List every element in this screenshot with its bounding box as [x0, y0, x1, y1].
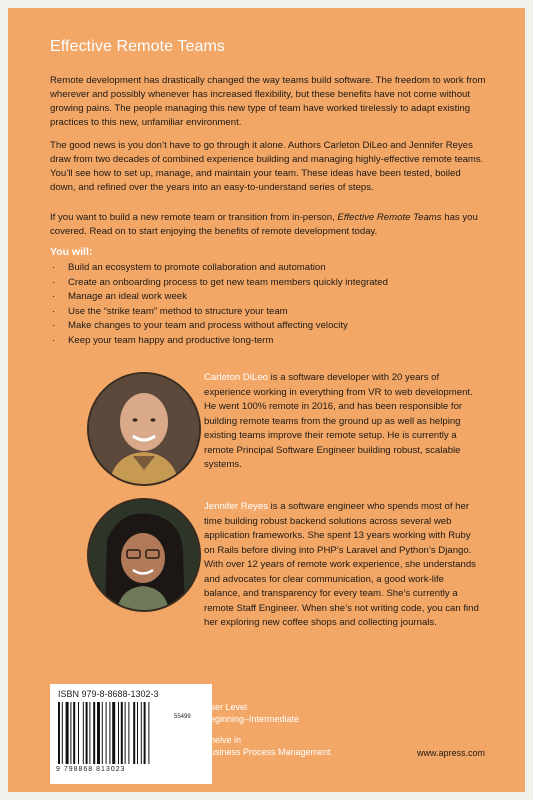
author-name: Carleton DiLeo [204, 372, 268, 383]
description-paragraph-2: The good news is you don’t have to go through it alone. Authors Carleton DiLeo and Jennifer Reyes draw from two decades of combined experience building and managing highly-effective remote teams. You’ll see how to set up, manage, and maintain your team. These ideas have been tested, boiled down, and refined over the years into an easy-to-understand series of steps. [50, 140, 484, 193]
barcode-icon [56, 702, 166, 764]
author-portrait-1 [89, 374, 199, 484]
author-portrait-2 [89, 500, 199, 610]
author-photo-carleton [87, 372, 201, 486]
shelve-in-label: Shelve in [204, 735, 242, 745]
author-bio-text: is a software developer with 20 years of experience working in everything from VR to web development. He went 100% remote in 2016, and has been responsible for building remote teams from the ground up as well as helping existing teams improve their remote setup. He is currently a remote Principal Software Engineer building robust, scalable systems. [204, 372, 473, 470]
list-item: · Build an ecosystem to promote collaboration and automation [50, 261, 388, 276]
barcode-digits: 9 798868 813023 [56, 766, 126, 773]
user-level-value: Beginning–Intermediate [204, 714, 300, 724]
you-will-heading: You will: [50, 246, 93, 258]
user-level-label: User Level [204, 702, 248, 712]
list-item: · Manage an ideal work week [50, 290, 388, 305]
author-photo-jennifer [87, 498, 201, 612]
author-bio-text: is a software engineer who spends most of her time building robust backend solutions across several web application frameworks. She spent 13 years working with Ruby on Rails before diving into PHP’s Laravel and Python’s Django. With over 12 years of remote work experience, she understands and advocates for clear communication, a good work-life balance, and transparency for every team. She’s currently a remote Staff Engineer. When she’s not writing code, you can find her exploring new coffee shops and collecting journals. [204, 501, 479, 628]
author-name: Jennifer Reyes [204, 501, 268, 512]
shelve-in-value: Business Process Management [204, 747, 331, 757]
author-bio-jennifer [204, 500, 480, 631]
isbn-barcode [50, 684, 212, 784]
description-paragraph-1: Remote development has drastically changed the way teams build software. The freedom to work from wherever and possibly whenever has increased flexibility, but these benefits have not come without growing pains. The people managing this new type of team have worked tirelessly to adapt existing practices to this new, unfamiliar environment. [50, 75, 486, 128]
paragraph-3-lead: If you want to build a new remote team or transition from in-person, [50, 212, 338, 223]
you-will-list [50, 261, 388, 348]
paragraph-3-book-title: Effective Remote Teams [337, 212, 442, 223]
price-code: 55499 [174, 714, 191, 720]
list-item: · Make changes to your team and process without affecting velocity [50, 319, 388, 334]
back-cover [8, 8, 525, 792]
list-item: · Keep your team happy and productive long-term [50, 334, 388, 349]
list-item: · Create an onboarding process to get new team members quickly integrated [50, 276, 388, 291]
description-paragraph-3 [50, 211, 488, 239]
author-bio-carleton [204, 371, 480, 473]
publisher-website: www.apress.com [416, 748, 485, 758]
paragraph-3-tail: has you covered. Read on to start enjoying the benefits of remote development today. [50, 212, 478, 237]
isbn-number: ISBN 979-8-8688-1302-3 [58, 689, 159, 699]
list-item: · Use the “strike team” method to structure your team [50, 305, 388, 320]
book-title: Effective Remote Teams [50, 38, 226, 55]
